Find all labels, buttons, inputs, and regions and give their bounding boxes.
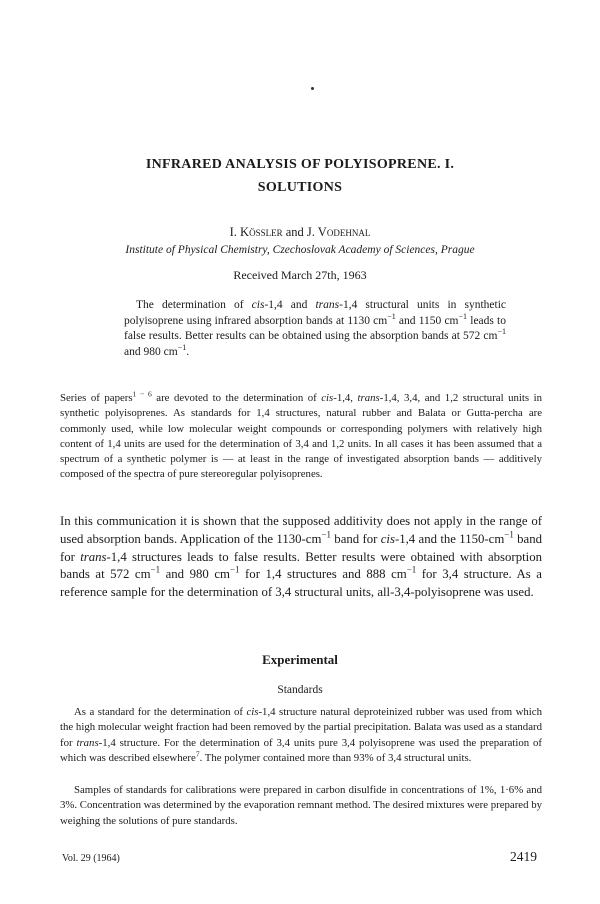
intro-paragraph: Series of papers$^{1 - 6}$ are devoted to the determination of cis-1,4, trans-1,4, 3,4, and 1,2 structural units in synthetic polyisoprenes. As standards for 1,4 structures, natural rubber and Balata or Gutta-percha are commonly used, while low molecular weight compounds or corresponding polymers with relatively high content of 1,4 units are used for the determination of 3,4 and 1,2 units. In all cases it has been assumed that a spectrum of a synthetic polymer is — at least in the range of investigated absorption bands — additively composed of the spectra of pure stereoregular polyisoprenes. [60, 389, 542, 481]
standards-paragraph-2: Samples of standards for calibrations were prepared in carbon disulfide in concentrations of 1%, 1·6% and 3%. Concentration was determined by the evaporation remnant method. The desired mixtures were prepared by weighing the solutions of pure standards. [60, 784, 542, 827]
reference-marker: 7 [195, 749, 200, 759]
author-2-initial: J. V [306, 225, 327, 239]
authors [0, 225, 600, 240]
abstract: The determination of cis-1,4 and trans-1,4 structural units in synthetic polyisoprene using infrared absorption bands at 1130 $cm^{-1}$ and 1150 $cm^{-1}$ leads to false results. Better results can be obtained using the absorption bands at 572 $cm^{-1}$ and 980 $cm^{-1}$. [124, 299, 507, 358]
authors-and: and [282, 225, 307, 239]
subsection-heading-standards: Standards [277, 684, 323, 696]
volume-info: Vol. 29 (1964) [62, 853, 120, 864]
page-number: 2419 [510, 849, 537, 864]
received-date: Received March 27th, 1963 [233, 268, 367, 282]
author-1-surname: össler [249, 225, 283, 239]
affiliation: Institute of Physical Chemistry, Czechoslovak Academy of Sciences, Prague [125, 244, 475, 256]
paper-title-line-2: SOLUTIONS [257, 180, 343, 195]
section-heading-experimental: Experimental [262, 652, 338, 667]
speck-mark [311, 87, 314, 90]
author-1-initial: I. K [229, 225, 250, 239]
author-2-surname: odehnal [326, 225, 371, 239]
paper-title-line-1: INFRARED ANALYSIS OF POLYISOPRENE. I. [145, 157, 455, 172]
standards-paragraph-1: As a standard for the determination of cis-1,4 structure natural deproteinized rubber was used from which the high molecular weight fraction had been removed by the partial precipitation. Balata was used as a standard for trans-1,4 structure. For the determination of 3,4 units pure 3,4 polyisoprene was used the preparation of which was described elsewhere$^7$. The polymer contained more than 93% of 3,4 structural units. [60, 706, 543, 765]
communication-paragraph: In this communication it is shown that the supposed additivity does not apply in the range of used absorption bands. Application of the $1130-cm^{-1}$ band for cis-1,4 and the $1150-cm^{-1}$ band for trans-1,4 structures leads to false results. Better results were obtained with absorption bands at 572 $cm^{-1}$ and 980 $cm^{-1}$ for 1,4 structures and 888 $cm^{-1}$ for 3,4 structure. As a reference sample for the determination of 3,4 structural units, all-3,4-polyisoprene was used. [60, 514, 543, 600]
reference-marker: 1 − 6 [132, 389, 152, 399]
